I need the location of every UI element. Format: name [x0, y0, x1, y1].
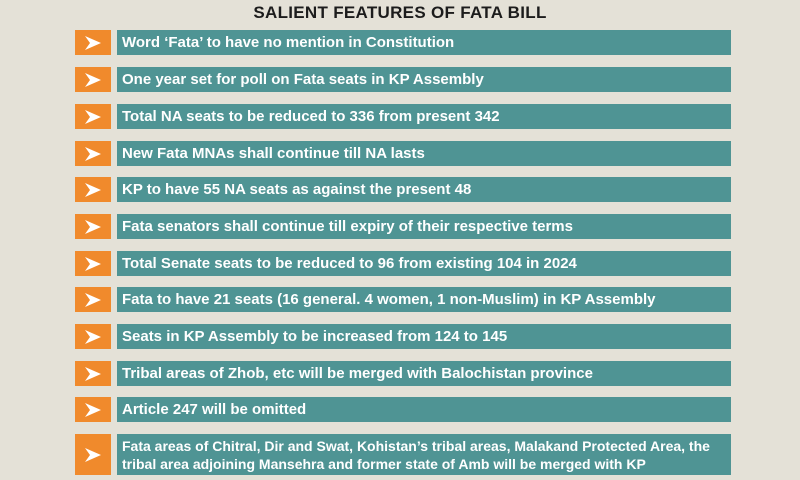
list-item — [75, 141, 731, 166]
chevron-right-icon — [84, 36, 102, 50]
list-item — [75, 434, 731, 475]
feature-text: Fata senators shall continue till expiry of their respective terms — [117, 214, 731, 239]
bullet-badge — [75, 104, 111, 129]
feature-text: New Fata MNAs shall continue till NA lasts — [117, 141, 731, 166]
list-item — [75, 361, 731, 386]
bullet-badge — [75, 324, 111, 349]
list-item — [75, 30, 731, 55]
chevron-right-icon — [84, 403, 102, 417]
feature-text: Fata areas of Chitral, Dir and Swat, Kohistan’s tribal areas, Malakand Protected Area, the tribal area adjoining Mansehra and former state of Amb will be merged with KP — [117, 434, 731, 475]
bullet-badge — [75, 177, 111, 202]
list-item — [75, 397, 731, 422]
bullet-badge — [75, 361, 111, 386]
chevron-right-icon — [84, 73, 102, 87]
bullet-badge — [75, 397, 111, 422]
bullet-badge — [75, 141, 111, 166]
list-item — [75, 214, 731, 239]
feature-text: Total NA seats to be reduced to 336 from present 342 — [117, 104, 731, 129]
bullet-badge — [75, 251, 111, 276]
chevron-right-icon — [84, 257, 102, 271]
feature-text: KP to have 55 NA seats as against the present 48 — [117, 177, 731, 202]
chevron-right-icon — [84, 147, 102, 161]
list-item — [75, 287, 731, 312]
list-item — [75, 177, 731, 202]
chevron-right-icon — [84, 220, 102, 234]
feature-text: Seats in KP Assembly to be increased from 124 to 145 — [117, 324, 731, 349]
feature-text: Article 247 will be omitted — [117, 397, 731, 422]
page-title: SALIENT FEATURES OF FATA BILL — [253, 3, 547, 22]
bullet-badge — [75, 214, 111, 239]
bullet-badge — [75, 30, 111, 55]
bullet-badge — [75, 434, 111, 475]
feature-text: Tribal areas of Zhob, etc will be merged with Balochistan province — [117, 361, 731, 386]
list-item — [75, 67, 731, 92]
list-item — [75, 104, 731, 129]
features-list — [75, 30, 731, 475]
feature-text: One year set for poll on Fata seats in KP Assembly — [117, 67, 731, 92]
feature-text: Fata to have 21 seats (16 general. 4 women, 1 non-Muslim) in KP Assembly — [117, 287, 731, 312]
chevron-right-icon — [84, 110, 102, 124]
chevron-right-icon — [84, 293, 102, 307]
bullet-badge — [75, 67, 111, 92]
chevron-right-icon — [84, 330, 102, 344]
feature-text: Word ‘Fata’ to have no mention in Constitution — [117, 30, 731, 55]
chevron-right-icon — [84, 367, 102, 381]
chevron-right-icon — [84, 448, 102, 462]
list-item — [75, 251, 731, 276]
bullet-badge — [75, 287, 111, 312]
chevron-right-icon — [84, 183, 102, 197]
feature-text: Total Senate seats to be reduced to 96 from existing 104 in 2024 — [117, 251, 731, 276]
list-item — [75, 324, 731, 349]
